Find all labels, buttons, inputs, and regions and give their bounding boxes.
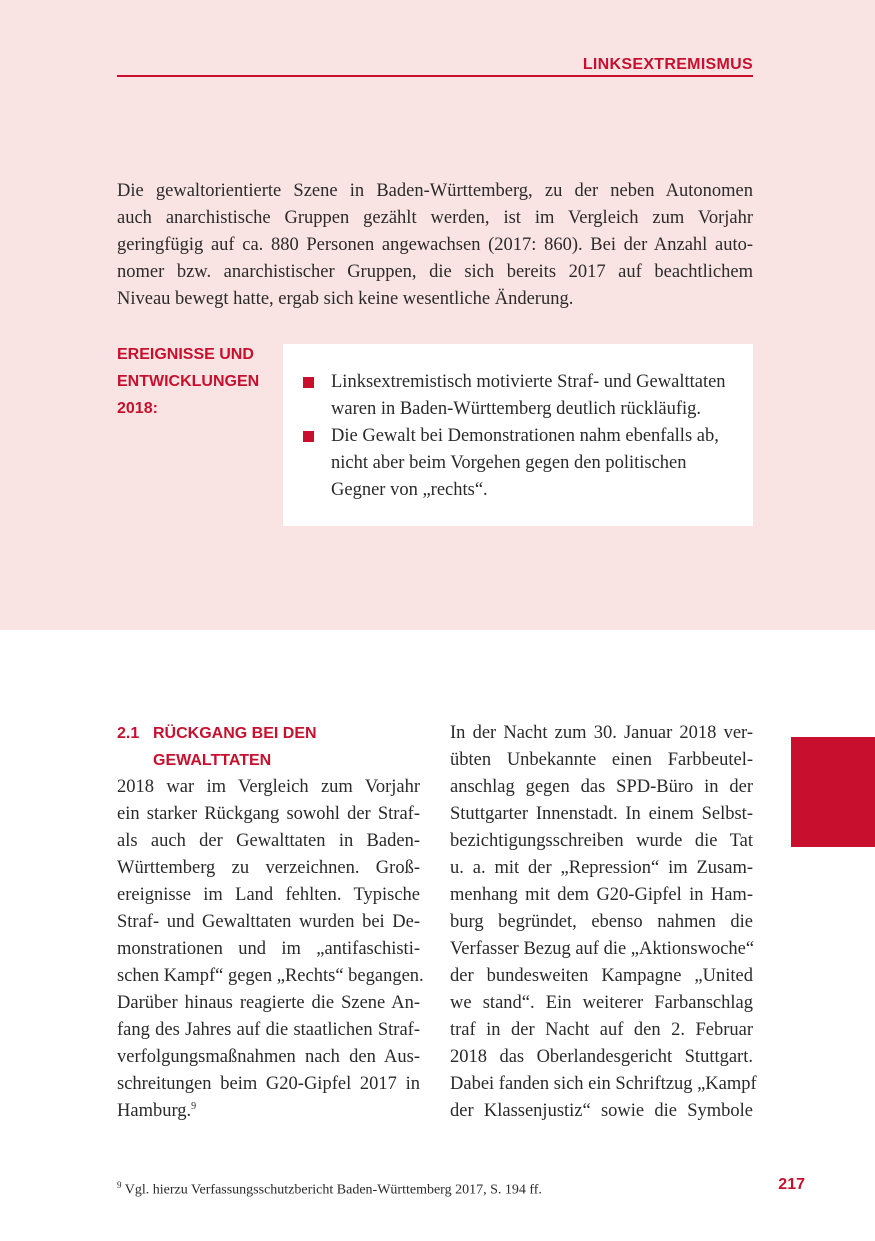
body-last-text: Hamburg. xyxy=(117,1101,192,1121)
section-title xyxy=(153,720,420,774)
body-line: verfolgungsmaßnahmen nach den Aus- xyxy=(117,1047,420,1067)
bullet-line: Die Gewalt bei Demonstrationen nahm ebenfalls ab, xyxy=(331,426,719,446)
right-column xyxy=(450,720,757,1125)
bullet-line: nicht aber beim Vorgehen gegen den politischen xyxy=(331,453,687,473)
body-line: schen Kampf“ gegen „Rechts“ begangen. xyxy=(117,966,424,986)
footnote-reference[interactable]: 9 xyxy=(191,1100,197,1112)
bullet-line: Gegner von „rechts“. xyxy=(331,480,488,500)
intro-line: geringfügig auf ca. 880 Personen angewachsen (2017: 860). Bei der Anzahl auto- xyxy=(117,235,753,255)
body-line: schreitungen beim G20-Gipfel 2017 in xyxy=(117,1074,420,1094)
body-line: übten Unbekannte einen Farbbeutel- xyxy=(450,750,753,770)
body-line: we stand“. Ein weiterer Farbanschlag xyxy=(450,993,753,1013)
left-body-text xyxy=(117,774,424,1098)
body-line xyxy=(117,1098,420,1125)
left-column xyxy=(117,720,424,1125)
body-line: In der Nacht zum 30. Januar 2018 ver- xyxy=(450,723,753,743)
intro-line: nomer bzw. anarchistischer Gruppen, die sich bereits 2017 auf beachtlichem xyxy=(117,262,753,282)
body-line: Württemberg zu verzeichnen. Groß- xyxy=(117,858,420,878)
events-box xyxy=(283,344,753,526)
section-title-line: RÜCKGANG BEI DEN xyxy=(153,725,317,742)
running-header: LINKSEXTREMISMUS xyxy=(582,56,753,73)
bullet-square-icon xyxy=(303,377,314,388)
body-line: als auch der Gewalttaten in Baden- xyxy=(117,831,420,851)
body-line: burg begründet, ebenso nahmen die xyxy=(450,912,753,932)
body-line: 2018 war im Vergleich zum Vorjahr xyxy=(117,777,420,797)
footnote xyxy=(117,1180,542,1199)
events-list-item xyxy=(301,423,741,504)
page-number: 217 xyxy=(778,1176,805,1193)
events-heading-line: ENTWICKLUNGEN xyxy=(117,373,260,390)
body-line: Darüber hinaus reagierte die Szene An- xyxy=(117,993,420,1013)
bullet-line: Linksextremistisch motivierte Straf- und Gewalttaten xyxy=(331,372,726,392)
body-line: Straf- und Gewalttaten wurden bei De- xyxy=(117,912,420,932)
section-title-line: GEWALTTATEN xyxy=(153,752,272,769)
footnote-marker: 9 xyxy=(117,1180,122,1190)
intro-paragraph xyxy=(117,178,753,313)
events-list-item xyxy=(301,369,741,423)
events-heading-line: 2018: xyxy=(117,400,158,417)
section-number: 2.1 xyxy=(117,725,140,742)
events-list xyxy=(301,369,741,504)
body-line: menhang mit dem G20-Gipfel in Ham- xyxy=(450,885,753,905)
intro-line: Die gewaltorientierte Szene in Baden-Württemberg, zu der neben Autonomen xyxy=(117,181,753,201)
body-line: ereignisse im Land fehlten. Typische xyxy=(117,885,420,905)
body-line: fang des Jahres auf die staatlichen Straf- xyxy=(117,1020,420,1040)
events-heading-line: EREIGNISSE UND xyxy=(117,346,254,363)
intro-line: Niveau bewegt hatte, ergab sich keine wesentliche Änderung. xyxy=(117,289,574,309)
events-heading xyxy=(117,341,282,422)
right-body-text xyxy=(450,720,757,1125)
body-line: 2018 das Oberlandesgericht Stuttgart. xyxy=(450,1047,753,1067)
bullet-line: waren in Baden-Württemberg deutlich rückläufig. xyxy=(331,399,702,419)
body-line: ein starker Rückgang sowohl der Straf- xyxy=(117,804,420,824)
body-line: traf in der Nacht auf den 2. Februar xyxy=(450,1020,753,1040)
header-rule xyxy=(117,75,753,77)
body-line: monstrationen und im „antifaschisti- xyxy=(117,939,420,959)
body-line: der Klassenjustiz“ sowie die Symbole xyxy=(450,1101,753,1121)
footnote-text: Vgl. hierzu Verfassungsschutzbericht Baden-Württemberg 2017, S. 194 ff. xyxy=(124,1182,542,1198)
intro-line: auch anarchistische Gruppen gezählt werden, ist im Vergleich zum Vorjahr xyxy=(117,208,753,228)
body-line: Dabei fanden sich ein Schriftzug „Kampf xyxy=(450,1074,757,1094)
body-line: bezichtigungsschreiben wurde die Tat xyxy=(450,831,753,851)
body-line: Verfasser Bezug auf die „Aktionswoche“ xyxy=(450,939,755,959)
body-line: u. a. mit der „Repression“ im Zusam- xyxy=(450,858,753,878)
body-line: anschlag gegen das SPD-Büro in der xyxy=(450,777,753,797)
chapter-tab xyxy=(791,737,875,847)
body-line: Stuttgarter Innenstadt. In einem Selbst- xyxy=(450,804,753,824)
body-line: der bundesweiten Kampagne „United xyxy=(450,966,753,986)
bullet-square-icon xyxy=(303,431,314,442)
section-heading xyxy=(117,720,420,774)
